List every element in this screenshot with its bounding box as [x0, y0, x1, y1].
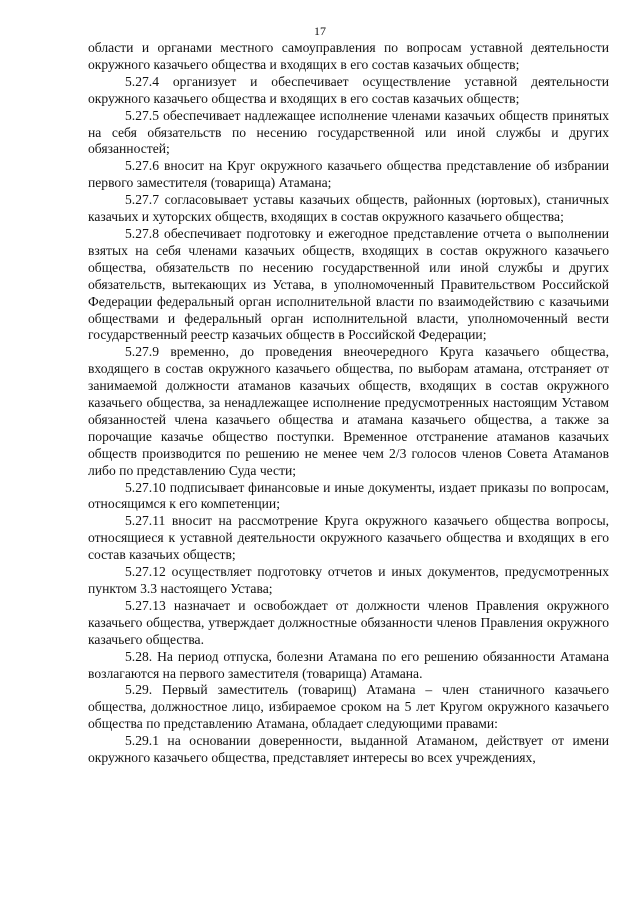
paragraph-5-27-9: 5.27.9 временно, до проведения внеочередного Круга казачьего общества, входящего в состав окружного казачьего общества, по выборам атамана, отстраняет от занимаемой должности атаманов казачьих обществ, входящих в состав окружного казачьего общества, за ненадлежащее исполнение предусмотренных настоящим Уставом обязанностей члена казачьего общества и атамана казачьего общества, а также за порочащие казачье общество поступки. Временное отстранение атаманов казачьих обществ производится по решению не менее чем 2/3 голосов членов Совета Атаманов либо по представлению Суда чести; [88, 344, 609, 478]
paragraph-5-28: 5.28. На период отпуска, болезни Атамана по его решению обязанности Атамана возлагаются на первого заместителя (товарища) Атамана. [88, 648, 609, 681]
paragraph-5-27-13: 5.27.13 назначает и освобождает от должности членов Правления окружного казачьего общества, утверждает должностные обязанности членов Правления окружного казачьего общества. [88, 597, 609, 647]
paragraph-5-27-7: 5.27.7 согласовывает уставы казачьих обществ, районных (юртовых), станичных казачьих и хуторских обществ, входящих в состав окружного казачьего общества; [88, 192, 609, 225]
paragraph-5-27-5: 5.27.5 обеспечивает надлежащее исполнение членами казачьих обществ принятых на себя обязательств по несению государственной или иной службы и других обязанностей; [88, 107, 609, 157]
paragraph-5-27-10: 5.27.10 подписывает финансовые и иные документы, издает приказы по вопросам, относящимся к его компетенции; [88, 479, 609, 512]
document-body [88, 40, 609, 767]
paragraph-5-27-4: 5.27.4 организует и обеспечивает осуществление уставной деятельности окружного казачьего общества и входящих в его состав казачьих обществ; [88, 73, 609, 106]
paragraph-5-27-8: 5.27.8 обеспечивает подготовку и ежегодное представление отчета о выполнении взятых на себя членами казачьих обществ, входящих в состав окружного казачьего общества, обязательств по несению государственной или иной службы и других обязательств, вытекающих из Устава, в уполномоченный Правительством Российской Федерации федеральный орган исполнительной власти по взаимодействию с казачьими обществами и федеральный орган исполнительной власти, уполномоченный вести государственный реестр казачьих обществ в Российской Федерации; [88, 225, 609, 343]
paragraph-5-27-12: 5.27.12 осуществляет подготовку отчетов и иных документов, предусмотренных пунктом 3.3 настоящего Устава; [88, 564, 609, 596]
paragraph-5-27-6: 5.27.6 вносит на Круг окружного казачьего общества представление об избрании первого заместителя (товарища) Атамана; [88, 158, 609, 191]
paragraph-5-27-11: 5.27.11 вносит на рассмотрение Круга окружного казачьего общества вопросы, относящиеся к уставной деятельности окружного казачьего общества и входящих в его состав казачьих обществ; [88, 513, 609, 563]
paragraph: области и органами местного самоуправления по вопросам уставной деятельности окружного казачьего общества и входящих в его состав казачьих обществ; [88, 40, 609, 72]
page-number: 17 [314, 24, 326, 38]
paragraph-5-29-1: 5.29.1 на основании доверенности, выданной Атаманом, действует от имени окружного казачьего общества, представляет интересы во всех учреждениях, [88, 733, 609, 766]
paragraph-5-29: 5.29. Первый заместитель (товарищ) Атамана – член станичного казачьего общества, должностное лицо, избираемое сроком на 5 лет Кругом окружного казачьего общества по представлению Атамана, обладает следующими правами: [88, 682, 609, 732]
